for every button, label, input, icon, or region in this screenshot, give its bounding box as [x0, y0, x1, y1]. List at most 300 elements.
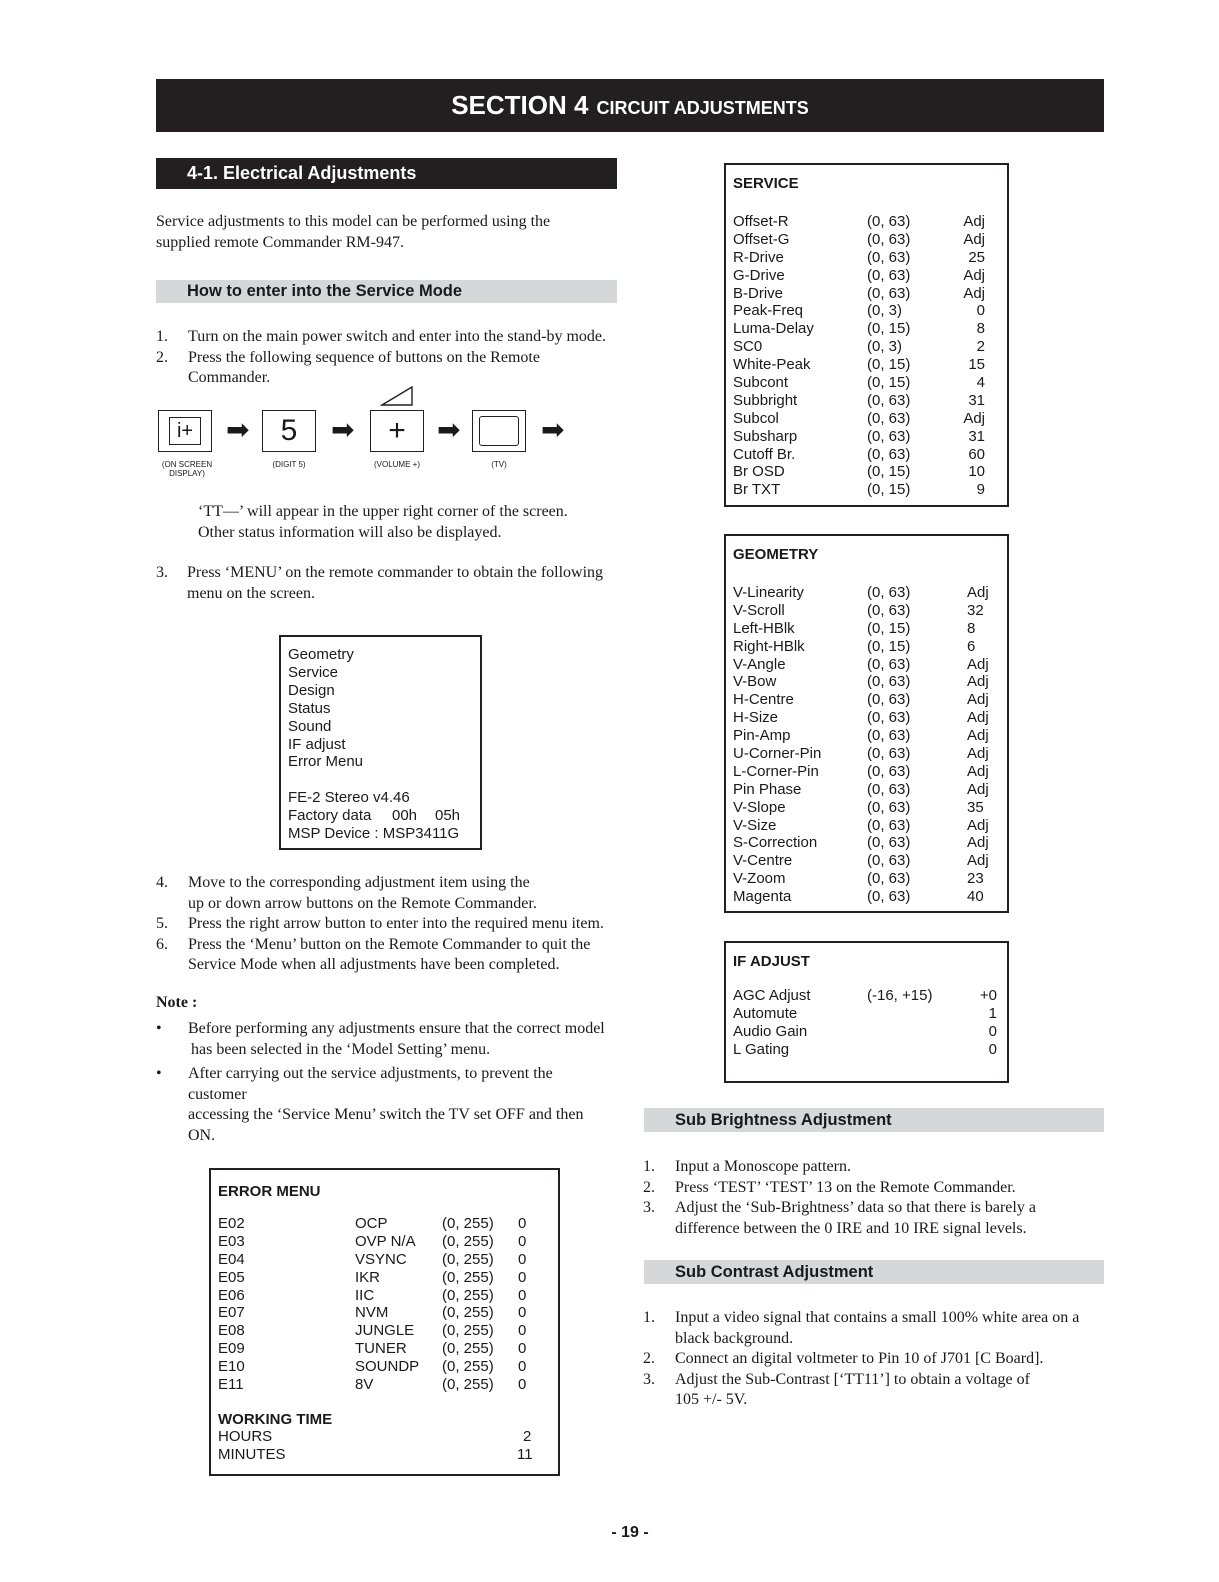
step-number: 5.: [156, 915, 168, 932]
geometry-row: [733, 584, 1007, 602]
note-text: After carrying out the service adjustments, to prevent the: [188, 1065, 553, 1082]
sub-contrast-steps: [643, 1308, 1113, 1411]
param-value: 0: [976, 302, 985, 320]
if-row: [733, 987, 1007, 1005]
error-row: [218, 1269, 558, 1287]
error-code: E03: [218, 1232, 245, 1250]
error-code: E04: [218, 1250, 245, 1268]
param-name: AGC Adjust: [733, 987, 811, 1004]
note-text: Before performing any adjustments ensure that the correct model: [188, 1020, 605, 1037]
service-mode-heading: How to enter into the Service Mode: [156, 280, 617, 303]
steps-4-6: [156, 873, 626, 976]
param-name: Automute: [733, 1004, 798, 1022]
geometry-row: [733, 673, 1007, 691]
service-menu-title: SERVICE: [733, 175, 799, 192]
step-number: 2.: [643, 1350, 655, 1367]
digit-5-symbol: 5: [280, 414, 298, 447]
param-value: 15: [968, 356, 985, 374]
factory-data-label: Factory data: [288, 807, 372, 825]
param-range: (0, 63): [867, 834, 911, 852]
param-range: (0, 63): [867, 266, 911, 284]
menu-item: Geometry: [288, 646, 354, 663]
param-value: Adj: [967, 655, 989, 673]
param-value: 8: [967, 619, 976, 637]
error-row: [218, 1304, 558, 1322]
step-item: [156, 914, 626, 935]
minutes-label: MINUTES: [218, 1445, 286, 1463]
param-value: Adj: [967, 709, 989, 727]
intro-paragraph: [156, 212, 626, 253]
tv-key-label: (TV): [491, 460, 507, 469]
error-rows: [218, 1215, 558, 1394]
step-item: [156, 563, 626, 604]
param-value: Adj: [967, 816, 989, 834]
param-range: (0, 63): [867, 870, 911, 888]
step-number: 3.: [156, 564, 168, 581]
geometry-row: [733, 709, 1007, 727]
step-item: [643, 1308, 1113, 1349]
service-row: [733, 392, 1007, 410]
param-name: Right-HBlk: [733, 637, 805, 655]
param-range: (0, 63): [867, 780, 911, 798]
menu-item: Design: [288, 681, 335, 699]
note-text: ON.: [188, 1126, 216, 1144]
step-text: difference between the 0 IRE and 10 IRE signal levels.: [675, 1219, 1027, 1237]
error-name: JUNGLE: [355, 1322, 415, 1340]
step-number: 4.: [156, 874, 168, 891]
error-code: E10: [218, 1358, 245, 1376]
param-range: (0, 63): [867, 584, 911, 601]
factory-data-value: 05h: [435, 807, 461, 825]
param-name: Audio Gain: [733, 1022, 808, 1040]
error-menu-box: [209, 1168, 560, 1476]
param-value: 4: [976, 374, 985, 392]
tv-key: [472, 410, 526, 452]
display-key-label: [156, 460, 218, 478]
param-range: (0, 15): [867, 320, 911, 338]
param-name: H-Size: [733, 709, 779, 727]
param-name: V-Slope: [733, 798, 786, 816]
param-name: V-Bow: [733, 673, 777, 691]
param-value: Adj: [967, 727, 989, 745]
param-name: White-Peak: [733, 356, 811, 374]
service-row: [733, 356, 1007, 374]
param-value: 8: [976, 320, 985, 338]
param-range: (0, 63): [867, 745, 911, 763]
arrow-right-icon: ➡: [331, 414, 355, 445]
param-value: Adj: [963, 230, 985, 248]
digit-key-label: (DIGIT 5): [272, 460, 306, 469]
step-text: Press the following sequence of buttons on the Remote: [188, 348, 540, 366]
error-value: 0: [518, 1340, 527, 1358]
step-text: black background.: [675, 1329, 794, 1347]
param-range: (0, 63): [867, 798, 911, 816]
param-name: Subcol: [733, 409, 779, 427]
param-value: Adj: [967, 852, 989, 870]
param-value: Adj: [967, 691, 989, 709]
param-range: (0, 15): [867, 619, 911, 637]
display-button-key: [158, 410, 212, 452]
error-value: 0: [518, 1376, 527, 1394]
param-name: Br TXT: [733, 481, 781, 499]
geometry-row: [733, 638, 1007, 656]
error-name: IIC: [355, 1286, 375, 1304]
param-value: 23: [967, 870, 984, 888]
step-text: Press the right arrow button to enter into the required menu item.: [188, 915, 604, 932]
minutes-row: [218, 1446, 558, 1464]
step-item: [156, 873, 626, 914]
bullet-icon: •: [156, 1065, 162, 1082]
param-value: 1: [988, 1004, 997, 1022]
param-range: (0, 63): [867, 709, 911, 727]
key-label-line: (ON SCREEN: [161, 460, 213, 469]
note-heading: Note :: [156, 994, 198, 1011]
param-value: Adj: [963, 284, 985, 302]
service-row: [733, 285, 1007, 303]
param-name: Subsharp: [733, 427, 798, 445]
param-value: 31: [968, 391, 985, 409]
factory-data-row: [288, 807, 480, 825]
param-value: 31: [968, 427, 985, 445]
param-name: H-Centre: [733, 691, 794, 709]
param-range: (0, 15): [867, 374, 911, 392]
tv-screen-icon: [479, 416, 519, 446]
menu-item-list: [288, 646, 480, 771]
bullet-icon: •: [156, 1020, 162, 1037]
param-name: SC0: [733, 338, 763, 356]
error-range: (0, 255): [442, 1304, 494, 1322]
service-row: [733, 267, 1007, 285]
display-icon: [169, 417, 201, 445]
if-row: [733, 1041, 1007, 1059]
param-range: (0, 63): [867, 655, 911, 673]
step-item: [156, 935, 626, 976]
step-item: [643, 1157, 1113, 1178]
param-range: (0, 15): [867, 637, 911, 655]
param-value: 2: [976, 338, 985, 356]
step-text: Move to the corresponding adjustment item using the: [188, 874, 530, 891]
param-name: Magenta: [733, 888, 792, 906]
error-name: TUNER: [355, 1340, 407, 1358]
working-time-title: WORKING TIME: [218, 1410, 333, 1428]
param-value: 6: [967, 637, 976, 655]
param-range: (0, 63): [867, 852, 911, 870]
step-number: 2.: [156, 348, 168, 366]
error-range: (0, 255): [442, 1215, 494, 1232]
error-range: (0, 255): [442, 1358, 494, 1376]
param-range: (0, 3): [867, 302, 903, 320]
service-row: [733, 374, 1007, 392]
error-name: NVM: [355, 1304, 389, 1322]
error-menu-title: ERROR MENU: [218, 1183, 321, 1200]
param-range: (0, 63): [867, 427, 911, 445]
menu-item: Status: [288, 699, 331, 717]
step-text: Service Mode when all adjustments have been completed.: [188, 956, 560, 973]
error-value: 0: [518, 1322, 527, 1340]
step-item: [156, 348, 626, 389]
service-row: [733, 410, 1007, 428]
if-row: [733, 1023, 1007, 1041]
error-name: SOUNDP: [355, 1358, 420, 1376]
service-row: [733, 428, 1007, 446]
geometry-row: [733, 727, 1007, 745]
error-row: [218, 1358, 558, 1376]
hours-label: HOURS: [218, 1427, 273, 1445]
param-range: (0, 63): [867, 601, 911, 619]
note-item: [156, 1064, 626, 1146]
service-row: [733, 338, 1007, 356]
geometry-row: [733, 852, 1007, 870]
param-name: Peak-Freq: [733, 302, 804, 320]
error-code: E07: [218, 1304, 245, 1322]
service-rows: [733, 213, 1007, 499]
param-name: Subbright: [733, 391, 798, 409]
error-row: [218, 1340, 558, 1358]
arrow-right-icon: ➡: [437, 414, 461, 445]
param-range: (0, 15): [867, 356, 911, 374]
param-name: Offset-R: [733, 213, 789, 230]
param-range: (0, 63): [867, 691, 911, 709]
menu-item: Error Menu: [288, 753, 364, 771]
error-name: IKR: [355, 1268, 381, 1286]
step-item: [643, 1370, 1113, 1411]
service-row: [733, 320, 1007, 338]
menu-item: Service: [288, 663, 339, 681]
error-code: E11: [218, 1376, 244, 1394]
param-name: V-Angle: [733, 655, 786, 673]
param-name: R-Drive: [733, 248, 784, 266]
param-range: (0, 63): [867, 888, 911, 906]
error-name: VSYNC: [355, 1250, 407, 1268]
section-title-bar: [156, 79, 1104, 132]
step-text: Adjust the ‘Sub-Brightness’ data so that there is barely a: [675, 1199, 1036, 1216]
geometry-row: [733, 781, 1007, 799]
digit-5-key: [262, 410, 316, 452]
step-text: Commander.: [188, 369, 271, 386]
volume-plus-key: [370, 410, 424, 452]
param-name: U-Corner-Pin: [733, 745, 822, 763]
error-row: [218, 1376, 558, 1394]
param-name: Cutoff Br.: [733, 445, 796, 463]
step-number: 3.: [643, 1199, 655, 1216]
error-row: [218, 1251, 558, 1269]
error-row: [218, 1215, 558, 1233]
step-number: 6.: [156, 935, 168, 953]
param-value: +0: [979, 987, 997, 1004]
param-name: V-Size: [733, 816, 777, 834]
error-name: OCP: [355, 1215, 388, 1232]
param-value: Adj: [967, 673, 989, 691]
param-value: 35: [967, 798, 984, 816]
geometry-row: [733, 691, 1007, 709]
param-name: Luma-Delay: [733, 320, 814, 338]
param-range: (0, 3): [867, 338, 903, 356]
page-number: - 19 -: [611, 1524, 649, 1541]
error-row: [218, 1233, 558, 1251]
tt-line: Other status information will also be displayed.: [198, 523, 502, 541]
if-rows: [733, 987, 1007, 1059]
service-row: [733, 249, 1007, 267]
param-name: G-Drive: [733, 266, 785, 284]
param-value: 0: [988, 1022, 997, 1040]
param-range: (0, 63): [867, 248, 911, 266]
geometry-menu-title: GEOMETRY: [733, 546, 819, 563]
param-value: 40: [967, 888, 984, 906]
sub-brightness-heading: Sub Brightness Adjustment: [644, 1108, 1104, 1132]
step-number: 3.: [643, 1370, 655, 1388]
param-name: Pin-Amp: [733, 727, 791, 745]
display-button-symbol: i+: [176, 419, 194, 442]
if-row: [733, 1005, 1007, 1023]
param-value: Adj: [967, 762, 989, 780]
sub-contrast-heading: Sub Contrast Adjustment: [644, 1260, 1104, 1284]
error-name: 8V: [355, 1376, 374, 1394]
step-number: 1.: [643, 1158, 655, 1175]
param-range: (0, 15): [867, 481, 911, 499]
geometry-row: [733, 620, 1007, 638]
error-range: (0, 255): [442, 1286, 494, 1304]
error-range: (0, 255): [442, 1340, 494, 1358]
param-range: (-16, +15): [867, 987, 933, 1004]
firmware-version: FE-2 Stereo v4.46: [288, 789, 410, 807]
param-name: V-Zoom: [733, 870, 786, 888]
param-range: (0, 15): [867, 463, 911, 481]
param-name: L-Corner-Pin: [733, 762, 819, 780]
step-text: Press the ‘Menu’ button on the Remote Commander to quit the: [188, 935, 591, 953]
step-text: menu on the screen.: [187, 584, 315, 602]
error-value: 0: [518, 1286, 527, 1304]
intro-line: Service adjustments to this model can be performed using the: [156, 213, 551, 230]
step-number: 2.: [643, 1178, 655, 1196]
note-text: has been selected in the ‘Model Setting’ menu.: [191, 1040, 491, 1058]
error-code: E02: [218, 1215, 245, 1232]
param-range: (0, 63): [867, 445, 911, 463]
step-item: [643, 1198, 1113, 1239]
param-range: (0, 63): [867, 727, 911, 745]
electrical-adjustments-heading: 4-1. Electrical Adjustments: [156, 158, 617, 189]
param-name: Pin Phase: [733, 780, 802, 798]
arrow-right-icon: ➡: [541, 414, 565, 445]
error-value: 0: [518, 1304, 527, 1322]
error-row: [218, 1322, 558, 1340]
service-row: [733, 446, 1007, 464]
note-text: accessing the ‘Service Menu’ switch the TV set OFF and then: [188, 1106, 584, 1123]
param-value: 10: [968, 463, 985, 481]
error-name: OVP N/A: [355, 1232, 416, 1250]
section-number: SECTION 4: [451, 90, 589, 120]
hours-row: [218, 1428, 558, 1446]
main-menu-box: [279, 635, 482, 850]
param-value: Adj: [963, 409, 985, 427]
step-text: Press ‘MENU’ on the remote commander to obtain the following: [187, 564, 604, 581]
geometry-row: [733, 888, 1007, 906]
error-range: (0, 255): [442, 1232, 494, 1250]
step-3: [156, 563, 626, 604]
geometry-rows: [733, 584, 1007, 906]
tt-line: ‘TT—’ will appear in the upper right corner of the screen.: [198, 503, 568, 520]
intro-line: supplied remote Commander RM-947.: [156, 233, 404, 251]
error-range: (0, 255): [442, 1268, 494, 1286]
geometry-menu-box: [724, 534, 1009, 913]
step-text: up or down arrow buttons on the Remote Commander.: [188, 894, 537, 912]
arrow-right-icon: ➡: [226, 414, 250, 445]
service-row: [733, 302, 1007, 320]
param-value: 32: [967, 601, 984, 619]
service-mode-steps: [156, 327, 626, 389]
param-name: V-Centre: [733, 852, 793, 870]
geometry-row: [733, 817, 1007, 835]
param-name: Subcont: [733, 374, 789, 392]
service-row: [733, 213, 1007, 231]
service-row: [733, 231, 1007, 249]
menu-item: Sound: [288, 717, 332, 735]
step-item: [643, 1178, 1113, 1199]
service-menu-box: [724, 163, 1009, 507]
sub-brightness-steps: [643, 1157, 1113, 1239]
geometry-row: [733, 745, 1007, 763]
msp-device: MSP Device : MSP3411G: [288, 825, 460, 843]
param-value: 60: [968, 445, 985, 463]
error-row: [218, 1287, 558, 1305]
volume-plus-symbol: +: [388, 414, 406, 447]
param-value: 25: [968, 248, 985, 266]
menu-item: IF adjust: [288, 735, 346, 753]
if-adjust-menu-box: [724, 941, 1009, 1083]
param-name: V-Scroll: [733, 601, 785, 619]
param-range: (0, 63): [867, 284, 911, 302]
geometry-row: [733, 763, 1007, 781]
error-value: 0: [518, 1250, 527, 1268]
param-value: Adj: [963, 213, 985, 230]
step-item: [156, 327, 626, 348]
step-text: Adjust the Sub-Contrast [‘TT11’] to obtain a voltage of: [675, 1370, 1030, 1388]
error-code: E08: [218, 1322, 245, 1340]
error-value: 0: [518, 1215, 527, 1232]
param-value: Adj: [967, 584, 989, 601]
volume-key-label: (VOLUME +): [373, 460, 420, 469]
key-label-line: DISPLAY): [169, 469, 205, 478]
service-row: [733, 463, 1007, 481]
note-item: [156, 1019, 626, 1060]
step-number: 1.: [156, 328, 168, 345]
note-text: customer: [188, 1085, 247, 1103]
param-value: Adj: [963, 266, 985, 284]
step-text: Connect an digital voltmeter to Pin 10 of J701 [C Board].: [675, 1350, 1044, 1367]
error-value: 0: [518, 1358, 527, 1376]
section-name: CIRCUIT ADJUSTMENTS: [596, 97, 809, 118]
volume-ramp-icon: [380, 385, 414, 407]
remote-button-sequence: [156, 385, 626, 480]
service-row: [733, 481, 1007, 499]
geometry-row: [733, 834, 1007, 852]
step-text: Input a video signal that contains a small 100% white area on a: [675, 1309, 1080, 1326]
param-range: (0, 63): [867, 816, 911, 834]
error-range: (0, 255): [442, 1250, 494, 1268]
param-range: (0, 63): [867, 409, 911, 427]
param-name: L Gating: [733, 1040, 790, 1058]
param-range: (0, 63): [867, 762, 911, 780]
param-value: Adj: [967, 834, 989, 852]
param-name: B-Drive: [733, 284, 784, 302]
step-text: 105 +/- 5V.: [675, 1391, 748, 1408]
param-range: (0, 63): [867, 391, 911, 409]
minutes-value: 11: [517, 1445, 533, 1463]
param-name: Offset-G: [733, 230, 790, 248]
error-value: 0: [518, 1268, 527, 1286]
param-name: Left-HBlk: [733, 619, 795, 637]
geometry-row: [733, 870, 1007, 888]
param-value: Adj: [967, 745, 989, 763]
